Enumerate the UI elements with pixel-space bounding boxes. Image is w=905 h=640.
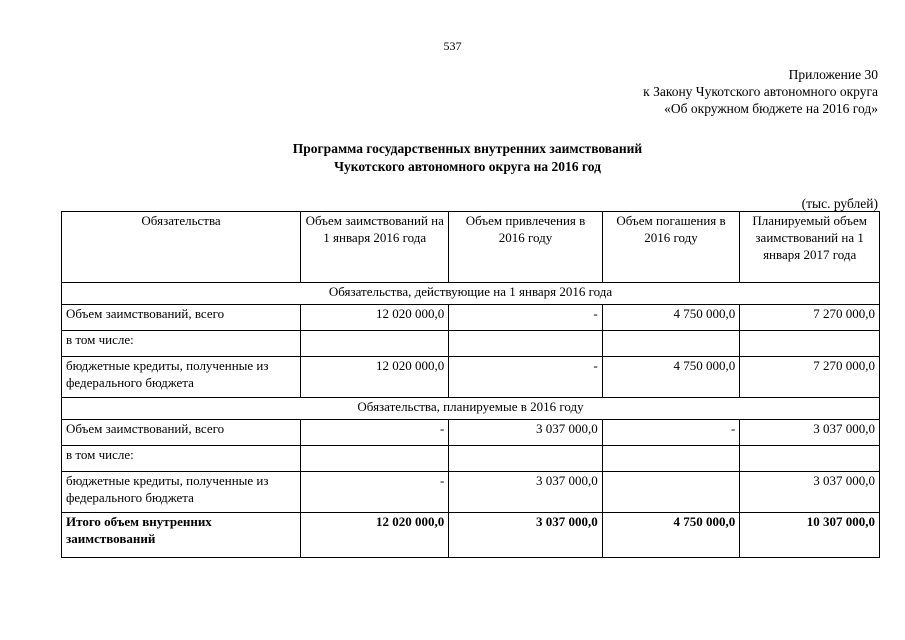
page-number: 537	[443, 39, 462, 53]
header-attraction: Объем привлечения в 2016 году	[449, 212, 602, 283]
row-label: Объем заимствований, всего	[62, 305, 301, 331]
cell-value: -	[449, 357, 602, 398]
table-row	[62, 357, 880, 398]
cell-value: 7 270 000,0	[740, 357, 880, 398]
cell-value	[740, 446, 880, 472]
cell-value: 4 750 000,0	[602, 357, 740, 398]
cell-value: -	[301, 420, 449, 446]
cell-value: 3 037 000,0	[740, 472, 880, 513]
cell-value: 3 037 000,0	[449, 472, 602, 513]
cell-value: 4 750 000,0	[602, 305, 740, 331]
appendix-line-1: Приложение 30	[788, 67, 878, 82]
cell-value: 12 020 000,0	[301, 305, 449, 331]
header-volume-end: Планируемый объем заимствований на 1 января 2017 года	[740, 212, 880, 283]
section-title-planned: Обязательства, планируемые в 2016 году	[62, 398, 880, 420]
total-value: 12 020 000,0	[301, 513, 449, 558]
table-header-row	[62, 212, 880, 283]
cell-value	[301, 331, 449, 357]
table-row	[62, 446, 880, 472]
row-label: в том числе:	[62, 446, 301, 472]
header-volume-start: Объем заимствований на 1 января 2016 года	[301, 212, 449, 283]
cell-value: -	[301, 472, 449, 513]
table-row	[62, 472, 880, 513]
appendix-line-3: «Об окружном бюджете на 2016 год»	[664, 101, 878, 116]
units-label: (тыс. рублей)	[801, 196, 878, 211]
cell-value	[602, 446, 740, 472]
title-line-1: Программа государственных внутренних заимствований	[292, 141, 643, 156]
row-label: бюджетные кредиты, полученные из федерального бюджета	[62, 357, 301, 398]
header-repayment: Объем погашения в 2016 году	[602, 212, 740, 283]
row-label: в том числе:	[62, 331, 301, 357]
cell-value: 7 270 000,0	[740, 305, 880, 331]
appendix-reference	[643, 66, 878, 117]
document-title	[0, 140, 905, 176]
total-row	[62, 513, 880, 558]
total-value: 3 037 000,0	[449, 513, 602, 558]
cell-value	[740, 331, 880, 357]
cell-value: -	[602, 420, 740, 446]
borrowing-table	[61, 211, 880, 558]
section-row	[62, 283, 880, 305]
appendix-line-2: к Закону Чукотского автономного округа	[643, 84, 878, 99]
cell-value: 12 020 000,0	[301, 357, 449, 398]
total-value: 10 307 000,0	[740, 513, 880, 558]
total-value: 4 750 000,0	[602, 513, 740, 558]
table-row	[62, 420, 880, 446]
total-label: Итого объем внутренних заимствований	[62, 513, 301, 558]
header-obligations: Обязательства	[62, 212, 301, 283]
table-row	[62, 331, 880, 357]
cell-value	[602, 331, 740, 357]
cell-value	[449, 446, 602, 472]
cell-value: 3 037 000,0	[449, 420, 602, 446]
row-label: Объем заимствований, всего	[62, 420, 301, 446]
title-line-2: Чукотского автономного округа на 2016 год	[334, 159, 601, 174]
row-label: бюджетные кредиты, полученные из федерального бюджета	[62, 472, 301, 513]
cell-value	[602, 472, 740, 513]
section-title-current: Обязательства, действующие на 1 января 2016 года	[62, 283, 880, 305]
table-row	[62, 305, 880, 331]
cell-value	[301, 446, 449, 472]
cell-value	[449, 331, 602, 357]
cell-value: 3 037 000,0	[740, 420, 880, 446]
section-row	[62, 398, 880, 420]
cell-value: -	[449, 305, 602, 331]
